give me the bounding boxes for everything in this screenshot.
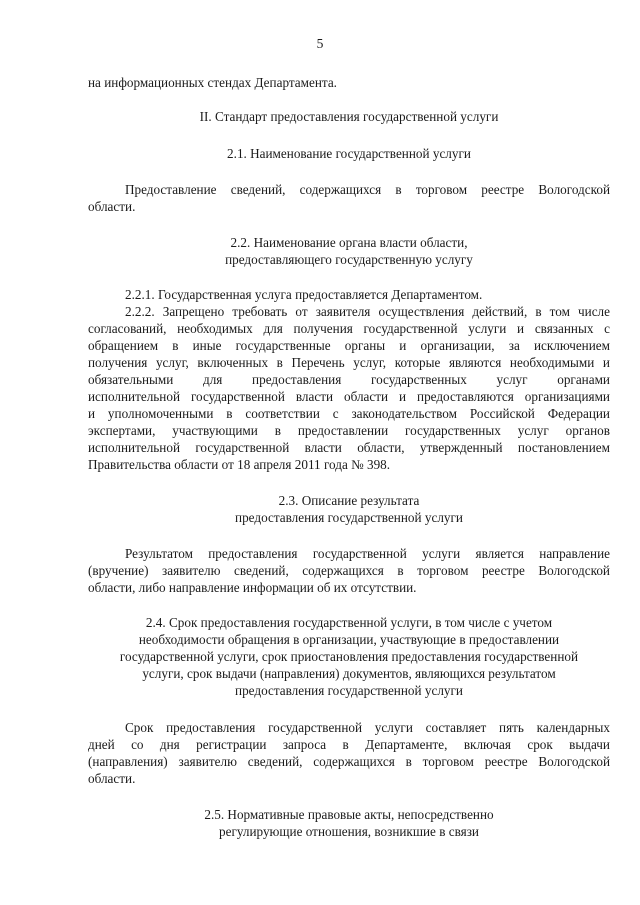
paragraph-line: исполнительной государственной власти области и предоставляются организациями bbox=[88, 389, 610, 404]
paragraph-line: Правительства области от 18 апреля 2011 года № 398. bbox=[88, 457, 391, 472]
paragraph-line: области, либо направление информации об их отсутствии. bbox=[88, 580, 417, 595]
paragraph-line: области. bbox=[88, 771, 136, 786]
subsection-heading: регулирующие отношения, возникшие в связи bbox=[219, 824, 479, 839]
subsection-heading: предоставляющего государственную услугу bbox=[225, 252, 473, 267]
paragraph-line: и уполномоченными в соответствии с законодательством Российской Федерации bbox=[88, 406, 610, 421]
paragraph-line: получения услуг, включенных в Перечень услуг, которые являются необходимыми и bbox=[88, 355, 610, 370]
subsection-heading: 2.5. Нормативные правовые акты, непосредственно bbox=[204, 807, 494, 822]
subsection-heading: необходимости обращения в организации, участвующие в предоставлении bbox=[138, 632, 560, 647]
paragraph-line: согласований, необходимых для получения государственной услуги и связанных с bbox=[88, 321, 610, 336]
text-line: на информационных стендах Департамента. bbox=[88, 75, 337, 90]
subsection-heading: 2.3. Описание результата bbox=[278, 493, 420, 508]
paragraph-line: обязательными для предоставления государственных услуг органами bbox=[88, 372, 610, 387]
subsection-heading: 2.4. Срок предоставления государственной услуги, в том числе с учетом bbox=[145, 615, 553, 630]
paragraph-line: 2.2.2. Запрещено требовать от заявителя осуществления действий, в том числе bbox=[125, 304, 610, 319]
paragraph-line: Предоставление сведений, содержащихся в торговом реестре Вологодской bbox=[125, 182, 610, 197]
paragraph-line: экспертами, участвующими в предоставлении государственных услуг органов bbox=[88, 423, 610, 438]
subsection-heading: предоставления государственной услуги bbox=[235, 683, 463, 698]
section-heading: II. Стандарт предоставления государственной услуги bbox=[199, 109, 499, 124]
subsection-heading: государственной услуги, срок приостановления предоставления государственной bbox=[119, 649, 579, 664]
subsection-heading: предоставления государственной услуги bbox=[235, 510, 463, 525]
paragraph-line: дней со дня регистрации запроса в Департаменте, включая срок выдачи bbox=[88, 737, 610, 752]
paragraph-line: Срок предоставления государственной услуги составляет пять календарных bbox=[125, 720, 610, 735]
paragraph-line: (вручение) заявителю сведений, содержащихся в торговом реестре Вологодской bbox=[88, 563, 610, 578]
subsection-heading: 2.1. Наименование государственной услуги bbox=[227, 146, 471, 161]
paragraph-line: обращением в иные государственные органы и организации, за исключением bbox=[88, 338, 610, 353]
paragraph-line: 2.2.1. Государственная услуга предоставляется Департаментом. bbox=[125, 287, 483, 302]
page-number: 5 bbox=[316, 36, 324, 51]
paragraph-line: (направления) заявителю сведений, содержащихся в торговом реестре Вологодской bbox=[88, 754, 610, 769]
subsection-heading: услуги, срок выдачи (направления) документов, являющихся результатом bbox=[142, 666, 556, 681]
subsection-heading: 2.2. Наименование органа власти области, bbox=[230, 235, 468, 250]
paragraph-line: Результатом предоставления государственной услуги является направление bbox=[125, 546, 610, 561]
paragraph-line: исполнительной государственной власти области, утвержденный постановлением bbox=[88, 440, 610, 455]
paragraph-line: области. bbox=[88, 199, 136, 214]
